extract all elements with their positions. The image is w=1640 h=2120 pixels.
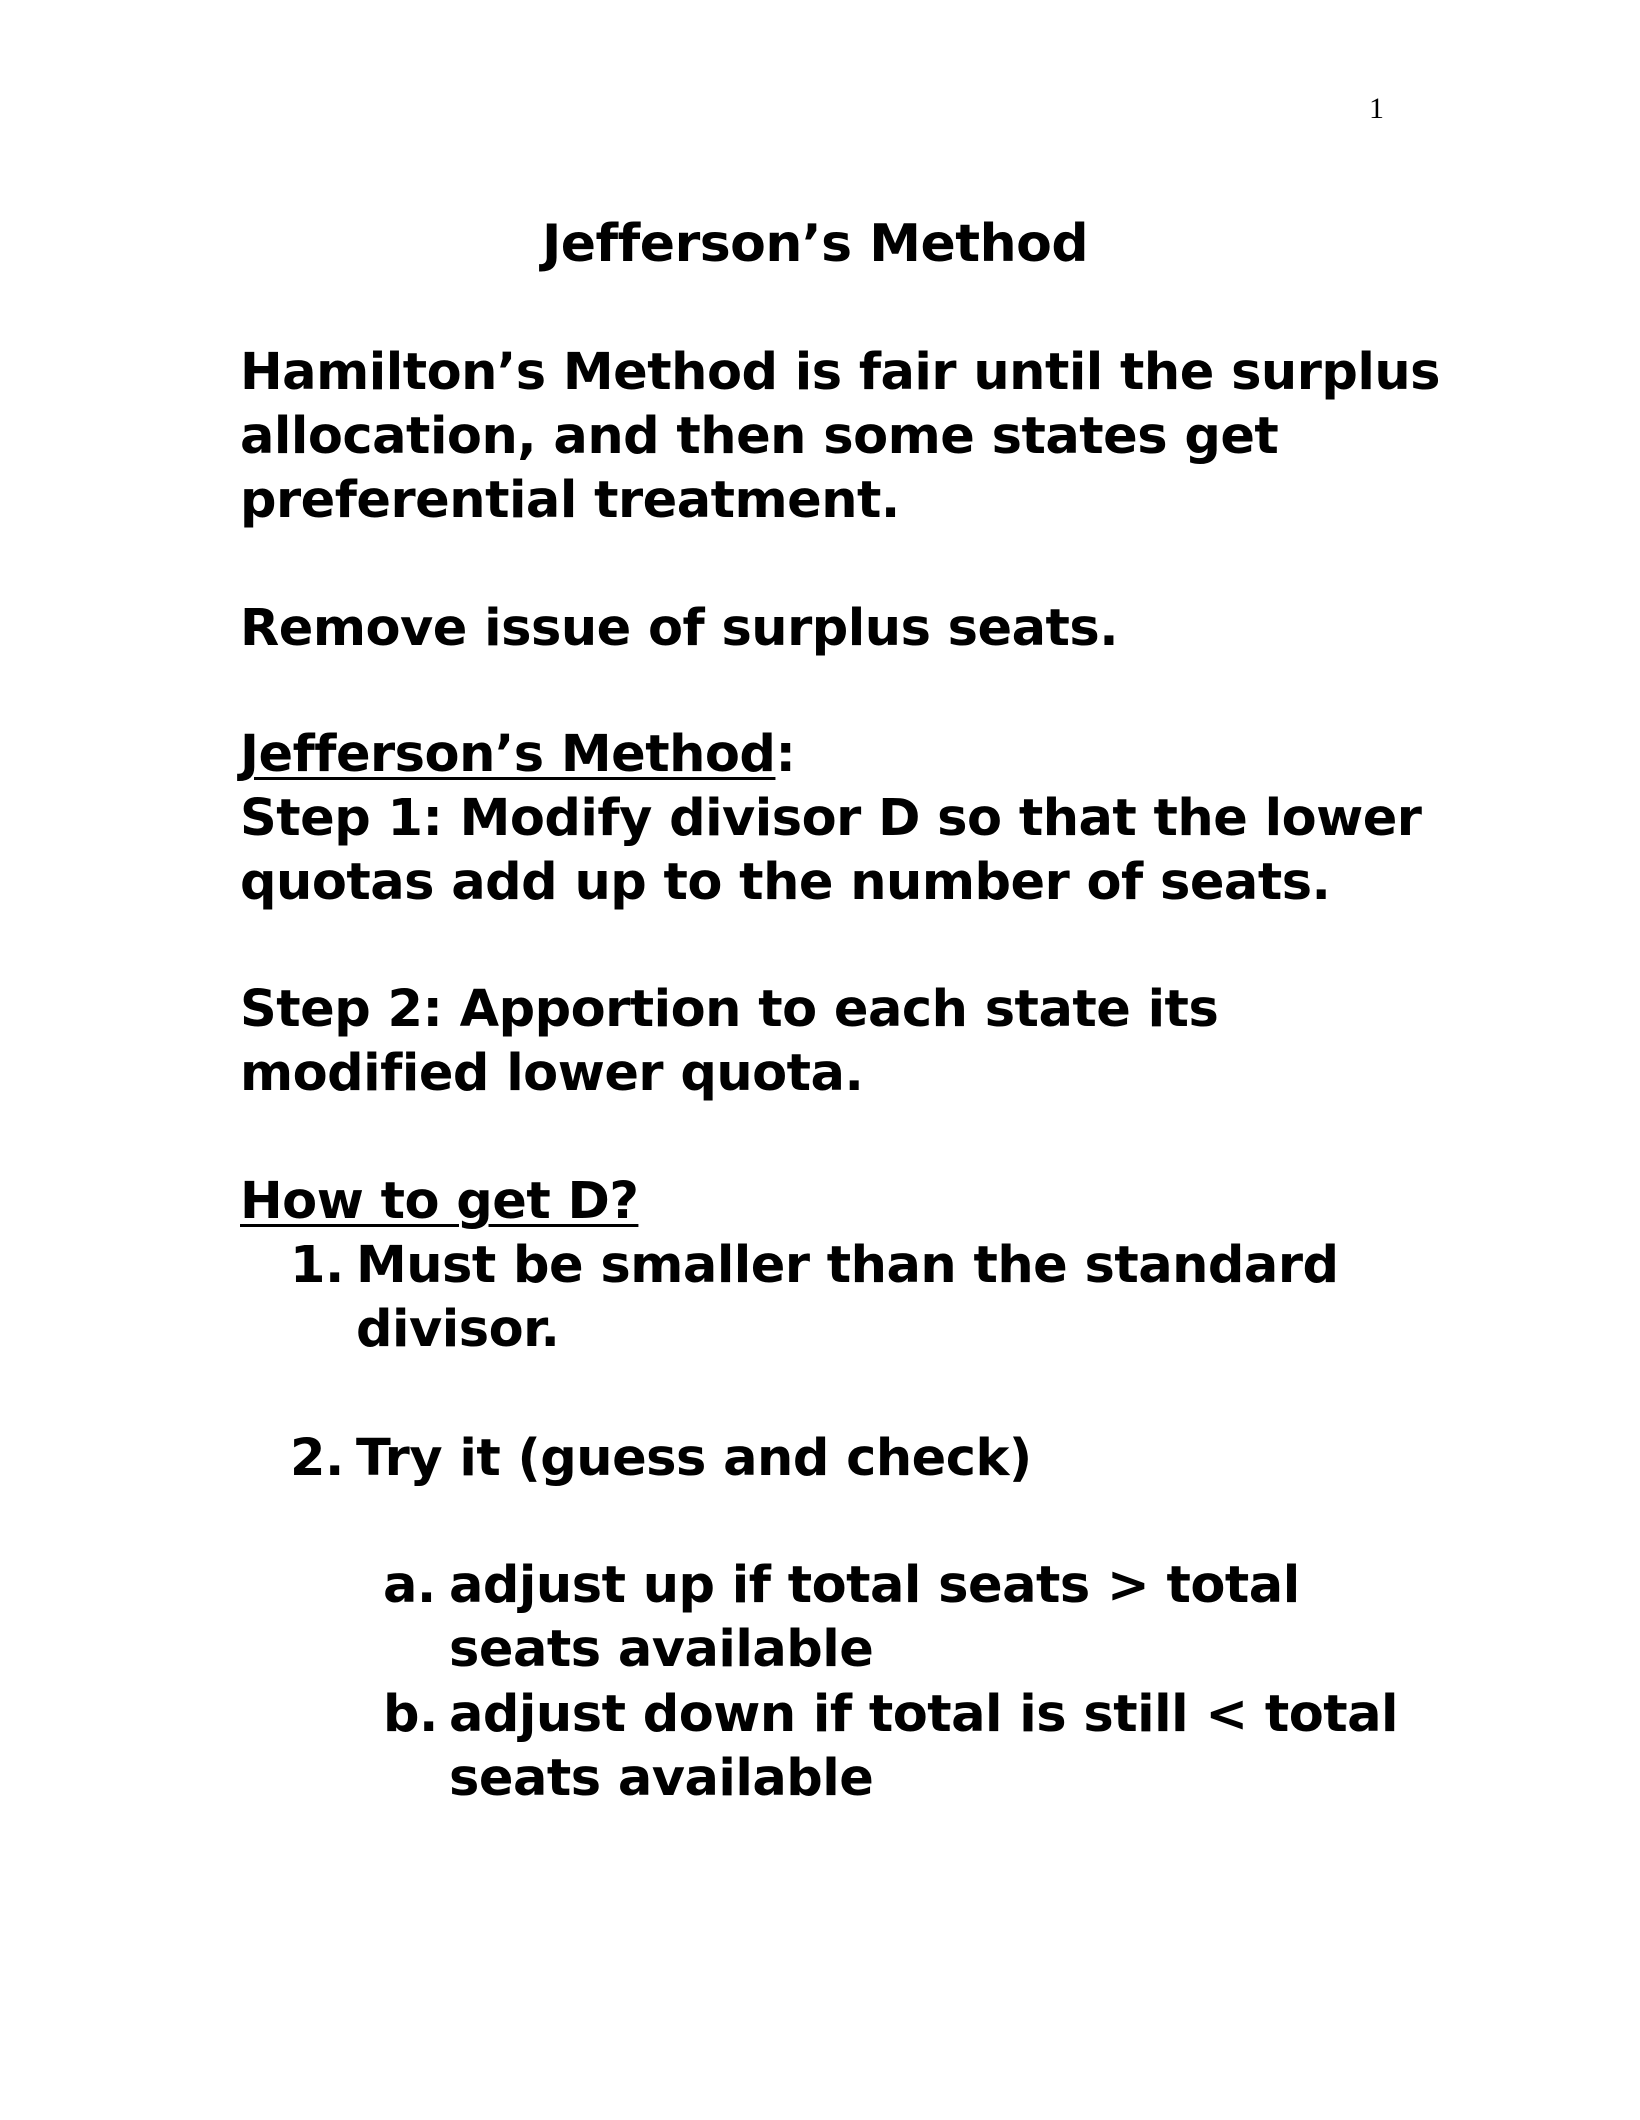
page-number: 1	[1369, 92, 1384, 125]
step2-line: modified lower quota.	[240, 1044, 864, 1103]
step1-line: Step 1: Modify divisor D so that the lower	[240, 789, 1422, 848]
sub-item-line: seats available	[449, 1620, 874, 1679]
method-heading: Jefferson’s Method	[240, 725, 776, 784]
list-item-line: Must be smaller than the standard	[356, 1236, 1339, 1295]
document-title: Jefferson’s Method	[541, 214, 1089, 274]
list-item-line: Try it (guess and check)	[356, 1429, 1032, 1488]
list-item-line: divisor.	[356, 1300, 560, 1359]
intro-line: allocation, and then some states get	[240, 407, 1279, 466]
method-heading-colon: :	[775, 725, 796, 784]
remove-issue-paragraph	[240, 597, 1440, 661]
intro-line: preferential treatment.	[240, 471, 900, 530]
method-section	[240, 723, 1440, 915]
list-marker: 2.	[290, 1429, 344, 1488]
step2-paragraph	[240, 978, 1440, 1106]
sub-item-line: adjust up if total seats > total	[449, 1556, 1300, 1615]
list-marker: 1.	[290, 1236, 344, 1295]
how-to-heading: How to get D?	[240, 1172, 639, 1231]
sub-list-marker: a.	[383, 1556, 436, 1615]
sub-item-line: seats available	[449, 1749, 874, 1808]
sub-list-marker: b.	[383, 1685, 438, 1744]
how-to-heading-block	[240, 1170, 1440, 1234]
intro-paragraph	[240, 341, 1440, 533]
intro-line: Hamilton’s Method is fair until the surplus	[240, 343, 1441, 402]
step1-line: quotas add up to the number of seats.	[240, 853, 1331, 912]
method-heading-line	[240, 723, 1440, 787]
sub-item-line: adjust down if total is still < total	[449, 1685, 1399, 1744]
remove-issue-line: Remove issue of surplus seats.	[240, 599, 1119, 658]
step2-line: Step 2: Apportion to each state its	[240, 980, 1219, 1039]
